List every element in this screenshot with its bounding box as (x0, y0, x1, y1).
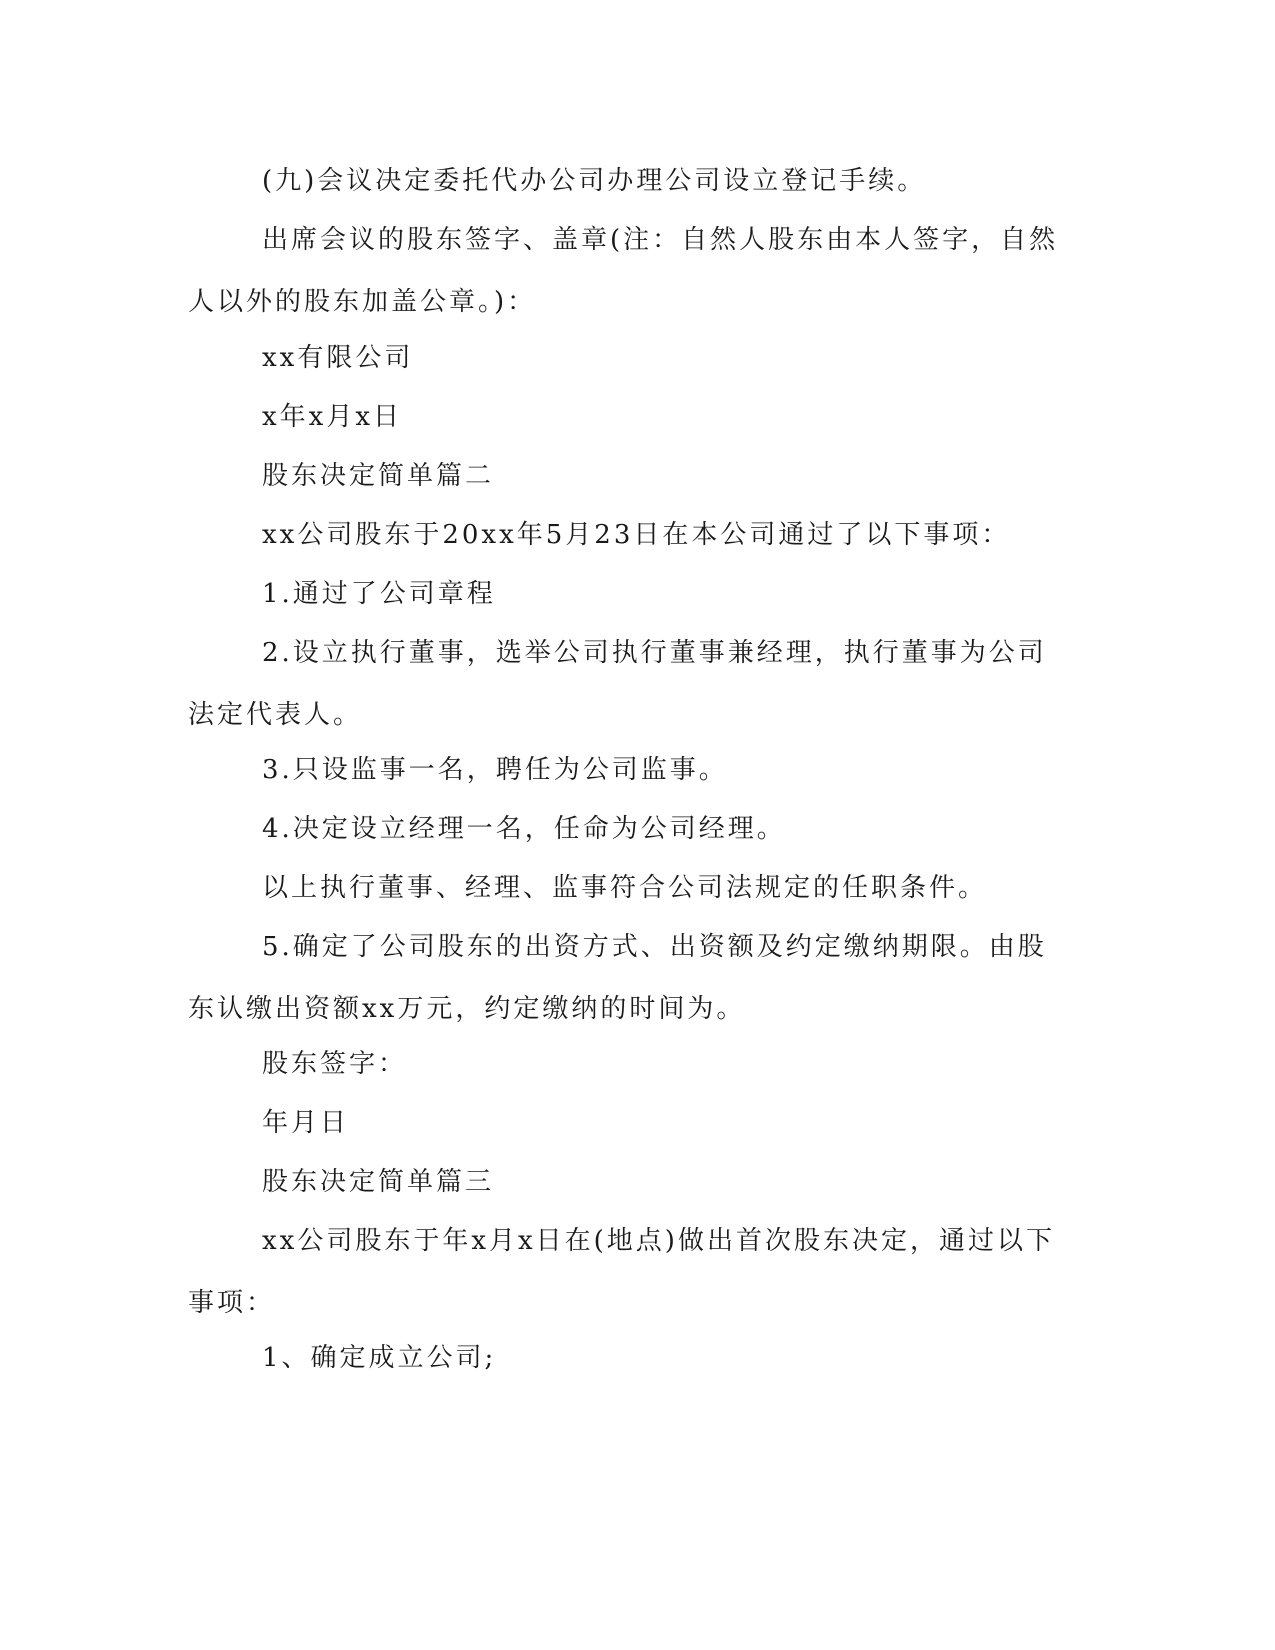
paragraph-shareholder-signature-note: 出席会议的股东签字、盖章(注：自然人股东由本人签字，自然人以外的股东加盖公章。)： (188, 225, 1059, 317)
paragraph-date: x年x月x日 (262, 402, 402, 432)
paragraph-item-establish-company: 1、确定成立公司; (262, 1343, 497, 1373)
paragraph-item-5: 5.确定了公司股东的出资方式、出资额及约定缴纳期限。由股东认缴出资额xx万元，约定缴纳的时间为。 (188, 932, 1047, 1024)
paragraph-item-3: 3.只设监事一名，聘任为公司监事。 (262, 755, 728, 785)
paragraph-qualification: 以上执行董事、经理、监事符合公司法规定的任职条件。 (262, 873, 988, 903)
paragraph-company-name: xx有限公司 (262, 343, 414, 373)
paragraph-item-1: 1.通过了公司章程 (262, 579, 496, 609)
section-heading-part-two: 股东决定简单篇二 (262, 461, 495, 491)
paragraph-item-2: 2.设立执行董事，选举公司执行董事兼经理，执行董事为公司法定代表人。 (188, 638, 1047, 730)
paragraph-shareholder-signature: 股东签字： (262, 1049, 408, 1079)
paragraph-date-blank: 年月日 (262, 1108, 350, 1138)
paragraph-meeting-intro: xx公司股东于20xx年5月23日在本公司通过了以下事项： (262, 520, 1011, 550)
section-heading-part-three: 股东决定简单篇三 (262, 1167, 495, 1197)
paragraph-item-4: 4.决定设立经理一名，任命为公司经理。 (262, 814, 786, 844)
paragraph-item-nine: (九)会议决定委托代办公司办理公司设立登记手续。 (262, 166, 927, 196)
paragraph-first-decision-intro: xx公司股东于年x月x日在(地点)做出首次股东决定，通过以下事项： (188, 1226, 1055, 1318)
